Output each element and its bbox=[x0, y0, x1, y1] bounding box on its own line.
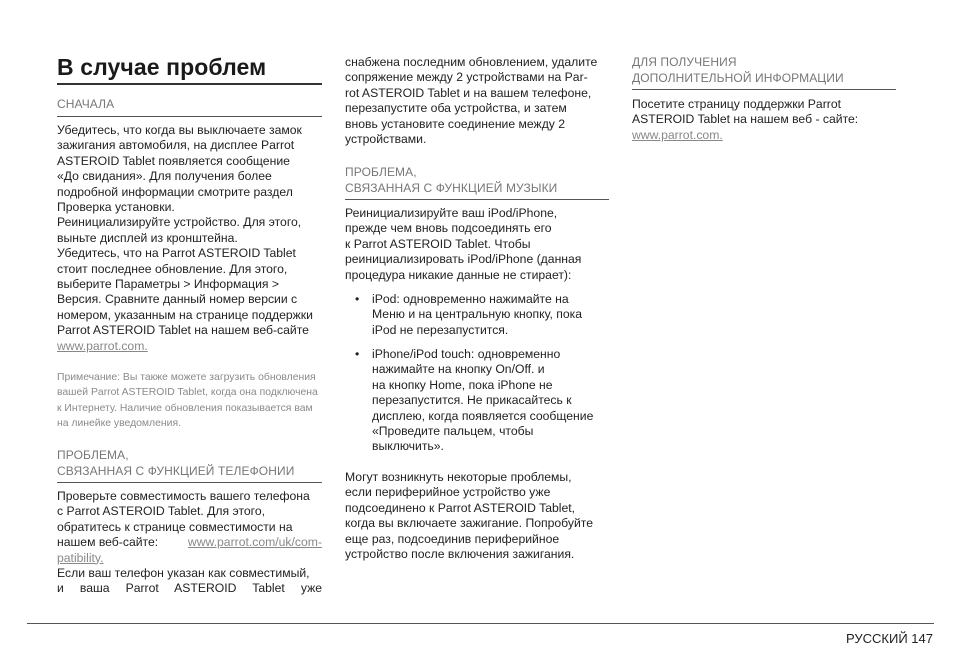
text-line: подсоединено к Parrot ASTEROID Tablet, bbox=[345, 500, 576, 515]
support-website-link[interactable]: www.parrot.com. bbox=[632, 127, 723, 142]
footer-divider bbox=[27, 623, 934, 624]
text-line: Посетите страницу поддержки Parrot bbox=[632, 97, 841, 111]
page-number: РУССКИЙ 147 bbox=[846, 631, 933, 646]
heading-line: ПРОБЛЕМА, bbox=[345, 165, 417, 179]
text-line: перезапустите оба устройства, и затем bbox=[345, 101, 567, 116]
list-item-ipod bbox=[355, 292, 609, 338]
text-line: еще раз, подсоединив периферийное bbox=[345, 531, 560, 546]
section-heading-more-info bbox=[632, 55, 896, 90]
text-line: «Проведите пальцем, чтобы bbox=[372, 424, 534, 439]
heading-line: ДЛЯ ПОЛУЧЕНИЯ bbox=[632, 55, 737, 69]
text-line: вновь установите соединение между 2 bbox=[345, 116, 566, 131]
text-line: к Parrot ASTEROID Tablet. Чтобы bbox=[345, 236, 531, 251]
text-line: Реинициализируйте устройство. Для этого, bbox=[57, 215, 302, 230]
text-line: обратитесь к странице совместимости на bbox=[57, 519, 293, 534]
text-line: Проверка установки. bbox=[57, 200, 175, 215]
heading-line: ДОПОЛНИТЕЛЬНОЙ ИНФОРМАЦИИ bbox=[632, 70, 844, 85]
compatibility-link-continued[interactable]: patibility. bbox=[57, 550, 104, 565]
text-line: номером, указанным на странице поддержки bbox=[57, 307, 313, 322]
note-line: на линейке уведомления. bbox=[57, 418, 181, 430]
paragraph-check-ignition bbox=[57, 123, 322, 354]
paragraph-compatibility bbox=[57, 489, 322, 597]
note-line: к Интернету. Наличие обновления показывается вам bbox=[57, 402, 313, 414]
text-line: перезапустится. Не прикасайтесь к bbox=[372, 393, 572, 408]
text-line: на кнопку Home, пока iPhone не bbox=[372, 377, 553, 392]
text-line: Убедитесь, что когда вы выключаете замок bbox=[57, 123, 302, 137]
text-line: с Parrot ASTEROID Tablet. Для этого, bbox=[57, 504, 266, 519]
text-line: Версия. Сравните данный номер версии с bbox=[57, 292, 298, 307]
paragraph-reset-ipod bbox=[345, 206, 609, 283]
text-line: реинициализировать iPod/iPhone (данная bbox=[345, 252, 582, 267]
text-line: ASTEROID Tablet на нашем веб - сайте: bbox=[632, 112, 859, 127]
list-item-iphone bbox=[355, 347, 609, 455]
text-line: Реинициализируйте ваш iPod/iPhone, bbox=[345, 206, 558, 220]
text-line: дисплею, когда появляется сообщение bbox=[372, 408, 594, 423]
text-line: Могут возникнуть некоторые проблемы, bbox=[345, 470, 572, 484]
compatibility-link[interactable]: www.parrot.com/uk/com- bbox=[187, 535, 322, 550]
paragraph-remove-pairing bbox=[345, 55, 609, 147]
heading-line: СВЯЗАННАЯ С ФУНКЦИЕЙ ТЕЛЕФОНИИ bbox=[57, 463, 295, 478]
section-heading-music bbox=[345, 165, 609, 200]
text-line: Parrot ASTEROID Tablet на нашем веб-сайте bbox=[57, 323, 309, 338]
section-heading-telephony bbox=[57, 448, 322, 483]
paragraph-support-page bbox=[632, 97, 896, 143]
text-line: выньте дисплей из кронштейна. bbox=[57, 230, 238, 245]
text-line: ASTEROID Tablet появляется сообщение bbox=[57, 153, 290, 168]
text-line: iPod не перезапустится. bbox=[372, 322, 509, 337]
text-line: и ваша Parrot ASTEROID Tablet уже bbox=[57, 581, 322, 596]
text-line: выберите Параметры > Информация > bbox=[57, 277, 280, 292]
text-line: снабжена последним обновлением, удалите bbox=[345, 55, 598, 69]
text-line: подробной информации смотрите раздел bbox=[57, 184, 293, 199]
text-line: устройствами. bbox=[345, 132, 427, 147]
text-line: прежде чем вновь подсоединять его bbox=[345, 221, 552, 236]
text-line: Убедитесь, что на Parrot ASTEROID Tablet bbox=[57, 246, 296, 261]
update-note bbox=[57, 370, 322, 432]
text-line: процедура никакие данные не стирает): bbox=[345, 267, 572, 282]
note-line: вашей Parrot ASTEROID Tablet, когда она подключена bbox=[57, 387, 318, 399]
text-line: «До свидания». Для получения более bbox=[57, 169, 272, 184]
text-line: Проверьте совместимость вашего телефона bbox=[57, 489, 310, 503]
text-line: когда вы включаете зажигание. Попробуйте bbox=[345, 516, 593, 531]
text-line: iPhone/iPod touch: одновременно bbox=[372, 347, 561, 361]
page-title: В случае проблем bbox=[57, 53, 322, 85]
text-line: rot ASTEROID Tablet и на вашем телефоне, bbox=[345, 85, 592, 100]
text-line: выключить». bbox=[372, 439, 444, 454]
text-line: нажимайте на кнопку On/Off. и bbox=[372, 362, 545, 377]
text-line-with-link bbox=[57, 535, 322, 550]
paragraph-peripheral-issue bbox=[345, 470, 609, 562]
text-line: нашем веб-сайте: bbox=[57, 535, 159, 550]
text-line: устройство после включения зажигания. bbox=[345, 547, 575, 562]
text-line: iPod: одновременно нажимайте на bbox=[372, 292, 569, 306]
section-heading-first bbox=[57, 97, 322, 117]
heading-line: ПРОБЛЕМА, bbox=[57, 448, 129, 462]
section-heading-first-text: СНАЧАЛА bbox=[57, 97, 115, 111]
text-line: зажигания автомобиля, на дисплее Parrot bbox=[57, 138, 295, 153]
text-line: если периферийное устройство уже bbox=[345, 485, 551, 500]
parrot-website-link[interactable]: www.parrot.com. bbox=[57, 338, 148, 353]
text-line: Если ваш телефон указан как совместимый, bbox=[57, 566, 310, 581]
text-line: стоит последнее обновление. Для этого, bbox=[57, 261, 288, 276]
text-line: Меню и на центральную кнопку, пока bbox=[372, 307, 583, 322]
bullet-marker: • bbox=[355, 292, 360, 306]
text-line: сопряжение между 2 устройствами на Par- bbox=[345, 70, 588, 85]
bullet-marker: • bbox=[355, 347, 360, 361]
note-line: Примечание: Вы также можете загрузить обновления bbox=[57, 372, 316, 383]
heading-line: СВЯЗАННАЯ С ФУНКЦИЕЙ МУЗЫКИ bbox=[345, 180, 558, 195]
